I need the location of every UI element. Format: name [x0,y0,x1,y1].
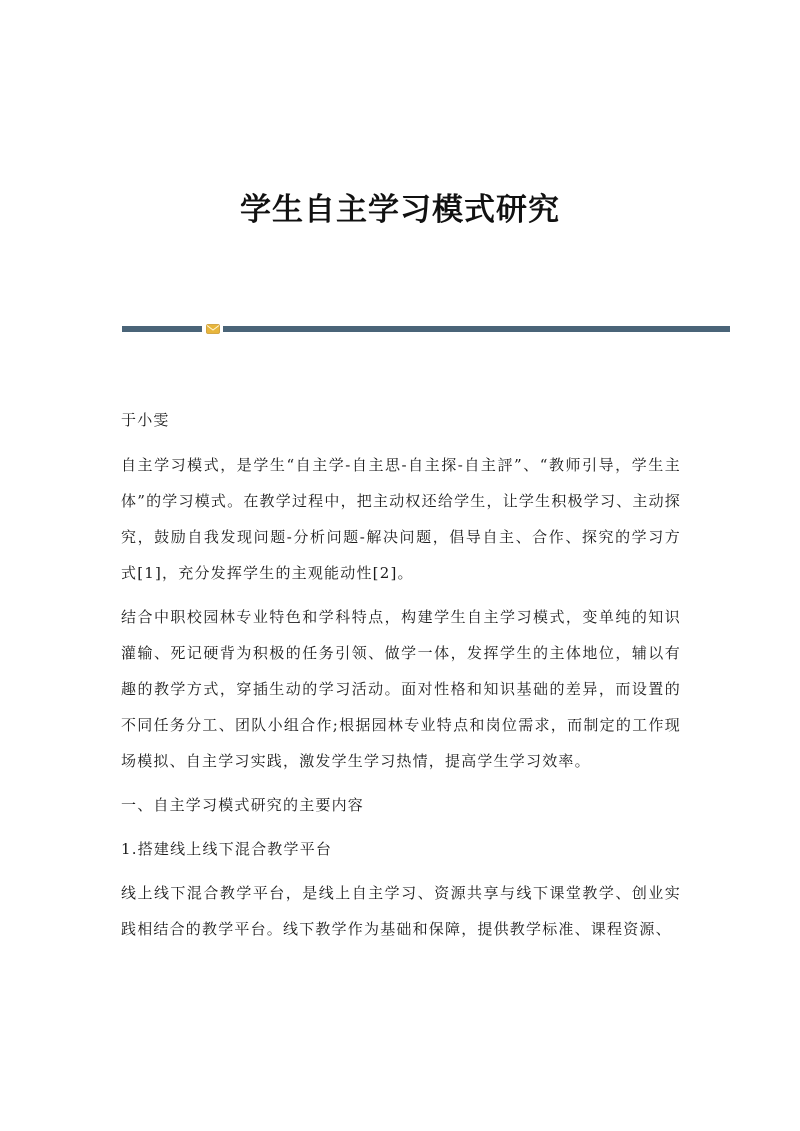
section-heading: 一、自主学习模式研究的主要内容 [121,796,365,814]
document-body [121,402,681,955]
paragraph-intro: 自主学习模式，是学生“自主学-自主思-自主探-自主評”、“教师引导，学生主体”的学习模式。在教学过程中，把主动权还给学生，让学生积极学习、主动探究，鼓励自我发现问题-分析问题-解决问题，倡导自主、合作、探究的学习方式[1]，充分发挥学生的主观能动性[2]。 [121,456,681,582]
author-name: 于小雯 [121,411,170,429]
divider-bar-right [223,326,730,332]
divider-bar-left [122,326,202,332]
paragraph-context: 结合中职校园林专业特色和学科特点，构建学生自主学习模式，变单纯的知识灌输、死记硬背为积极的任务引领、做学一体，发挥学生的主体地位，辅以有趣的教学方式，穿插生动的学习活动。面对性格和知识基础的差异，而设置的不同任务分工、团队小组合作;根据园林专业特点和岗位需求，而制定的工作现场模拟、自主学习实践，激发学生学习热情，提高学生学习效率。 [121,608,681,770]
title-divider [122,323,730,335]
subsection-heading: 1.搭建线上线下混合教学平台 [121,840,333,858]
page-title: 学生自主学习模式研究 [240,192,560,228]
envelope-icon [206,323,220,335]
paragraph-platform: 线上线下混合教学平台，是线上自主学习、资源共享与线下课堂教学、创业实践相结合的教学平台。线下教学作为基础和保障，提供教学标准、课程资源、 [121,884,681,938]
